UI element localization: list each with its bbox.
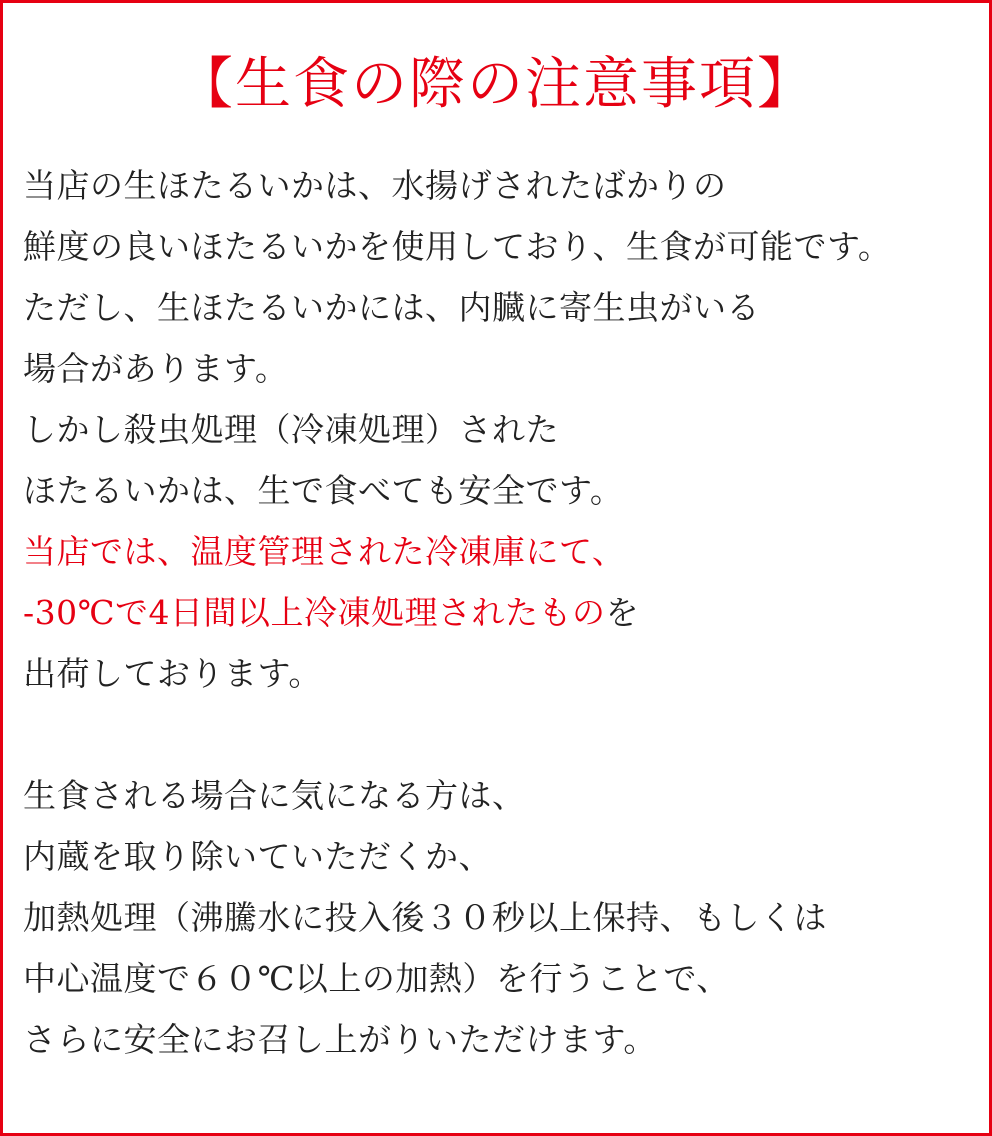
text-line: 鮮度の良いほたるいかを使用しており、生食が可能です。: [23, 227, 892, 266]
text-line: 加熱処理（沸騰水に投入後３０秒以上保持、もしくは: [23, 898, 827, 937]
notice-body: [23, 155, 978, 1070]
text-line: 内蔵を取り除いていただくか、: [23, 837, 492, 876]
text-line: しかし殺虫処理（冷凍処理）された: [23, 410, 559, 449]
text-line: さらに安全にお召し上がりいただけます。: [23, 1020, 657, 1059]
text-line: ほたるいかは、生で食べても安全です。: [23, 471, 624, 510]
highlighted-text-line: 当店では、温度管理された冷凍庫にて、: [23, 532, 626, 571]
text-line: 場合があります。: [23, 349, 289, 388]
mixed-text-line: [23, 582, 978, 643]
paragraph-spacer: [23, 704, 978, 765]
text-line: 中心温度で６０℃以上の加熱）を行うことで、: [23, 959, 730, 998]
text-segment: を: [605, 593, 640, 632]
page-title: 【生食の際の注意事項】: [177, 52, 815, 117]
text-line: 当店の生ほたるいかは、水揚げされたばかりの: [23, 166, 727, 205]
text-line: ただし、生ほたるいかには、内臓に寄生虫がいる: [23, 288, 760, 327]
highlighted-text: -30℃で4日間以上冷凍処理されたもの: [23, 593, 606, 632]
text-line: 生食される場合に気になる方は、: [23, 776, 526, 815]
text-line: 出荷しております。: [23, 654, 322, 693]
